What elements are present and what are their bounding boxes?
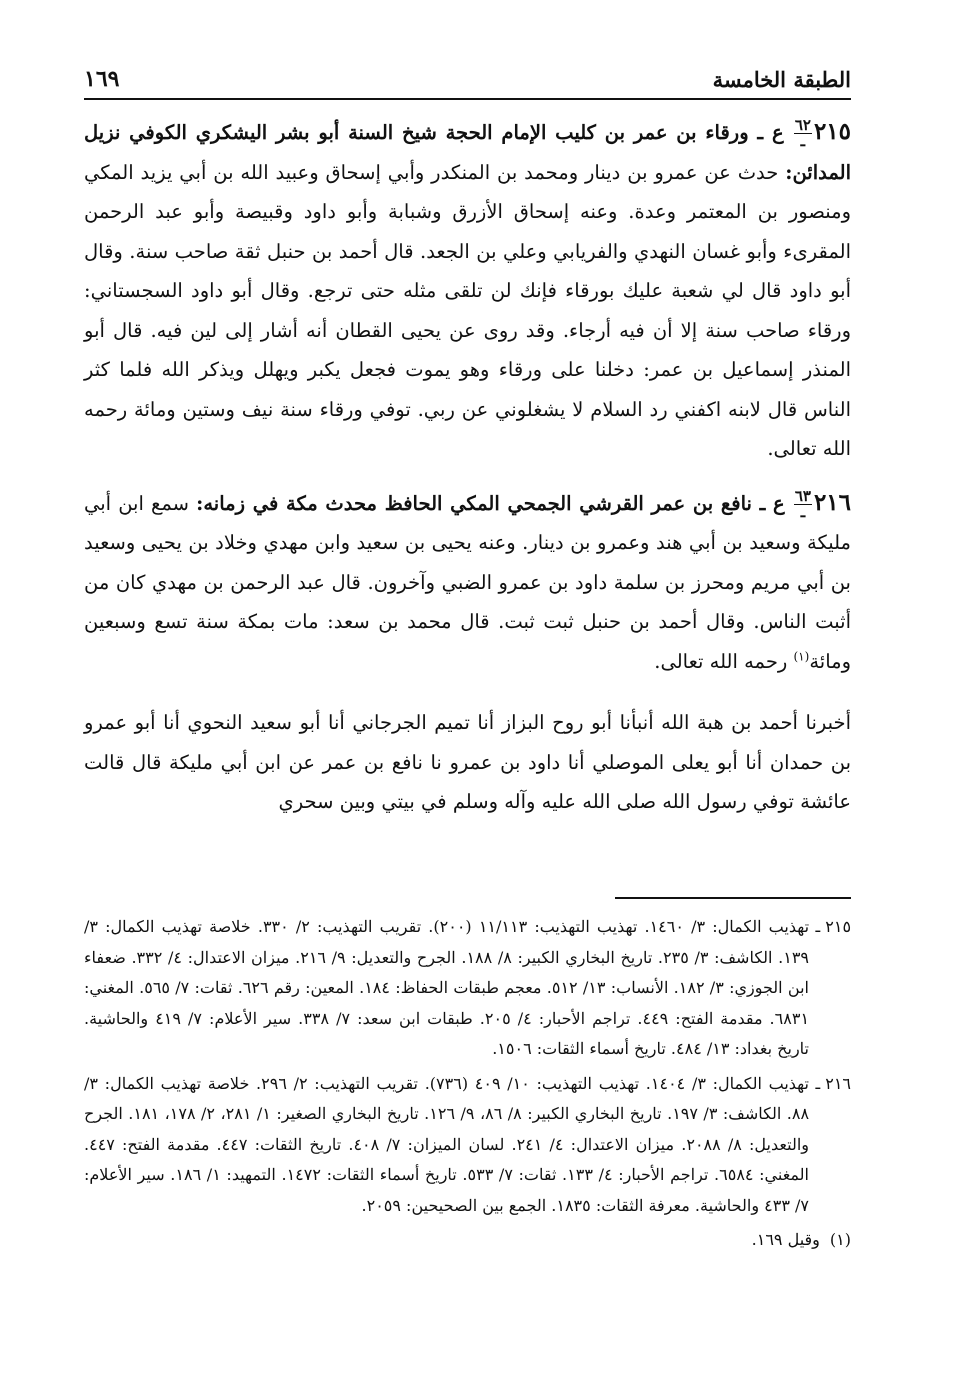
entry-text: سمع ابن أبي مليكة وسعيد بن أبي هند وعمرو بن دينار. وعنه يحيى بن سعيد وابن مهدي وخلاد بن يحيى وسعيد بن أبي مريم ومحرز بن سلمة داود بن عمرو الضبي وآخرون. قال عبد الرحمن بن مهدي كان من أثبت الناس. وقال أحمد بن حنبل ثبت ثبت. قال محمد بن سعد: مات بمكة سنة تسع وسبعين ومائة	[84, 491, 851, 673]
fraction-bottom: ـ	[800, 502, 806, 521]
footnote-reference[interactable]: (١)	[793, 649, 810, 663]
footnote-note-label: (١)	[829, 1230, 851, 1249]
fraction-bottom: ـ	[800, 132, 806, 150]
footnote-label: ٢١٦ ـ	[815, 1073, 852, 1093]
entry-heading: ع ـ ورقاء بن عمر بن كليب الإمام الحجة شيخ السنة أبو بشر اليشكري الكوفي نزيل المدائن:	[84, 121, 852, 184]
page-number: ١٦٩	[84, 66, 120, 92]
source-fraction	[794, 486, 812, 521]
footnote-text: تهذيب الكمال: ٣/ ١٤٦٠. تهذيب التهذيب: ١١/١١٣ (٢٠٠). تقريب التهذيب: ٢/ ٣٣٠. خلاصة تهذيب الكمال: ٣/ ١٣٩. الكاشف: ٣/ ٢٣٥. تاريخ البخاري الكبير: ٨/ ١٨٨. الجرح والتعديل: ٩/ ٢١٦. ميزان الاعتدال: ٤/ ٣٣٢. ضعفاء ابن الجوزي: ٣/ ١٨٢. الأنساب: ١٣/ ٥١٢. معجم طبقات الحفاظ: ١٨٤. المعين: رقم ٦٢٦. ثقات: ٧/ ٥٦٥. المغني: ٦٨٣١. مقدمة الفتح: ٤٤٩. تراجم الأحبار: ٤/ ٢٠٥. طبقات ابن سعد: ٧/ ٣٣٨. سير الأعلام: ٧/ ٤١٩ والحاشية. تاريخ بغداد: ١٣/ ٤٨٤. تاريخ أسماء الثقات: ١٥٠٦.	[84, 917, 810, 1058]
footnote-note-text: وقيل ١٦٩.	[751, 1230, 820, 1249]
fraction-top: ٦٢	[794, 116, 811, 134]
biography-entry	[84, 483, 851, 682]
footnote-divider	[615, 897, 851, 899]
entry-text: حدث عن عمرو بن دينار ومحمد بن المنكدر وأبي إسحاق وعبيد الله بن أبي يزيد المكي ومنصور بن المعتمر وعدة. وعنه إسحاق الأزرق وشبابة وأبو داود وقبيصة وأبو عبد الرحمن المقرىء وأبو غسان النهدي والفريابي وعلي بن الجعد. قال أحمد بن حنبل ثقة صاحب سنة. وقال أبو داود قال لي شعبة عليك بورقاء فإنك لن تلقى مثله حتى ترجع. وقال أبو داود السجستاني: ورقاء صاحب سنة إلا أن فيه أرجاء. وقد روى عن يحيى القطان أنه أشار إلى لين فيه. قال أبو المنذر إسماعيل بن عمر: دخلنا على ورقاء وهو يموت فجعل يكبر ويهلل ويذكر الله فلما كثر الناس قال لابنه اكفني رد السلام لا يشغلوني عن ربي. توفي ورقاء سنة نيف وستين ومائة رحمه الله تعالى.	[84, 160, 851, 460]
main-text	[84, 112, 851, 836]
isnad-paragraph: أخبرنا أحمد بن هبة الله أنبأنا أبو روح البزاز أنا تميم الجرجاني أنا أبو سعيد النحوي أنا أبو عمرو بن حمدان أنا أبو يعلى الموصلي أنا داود بن عمرو نا نافع بن عمر عن ابن أبي مليكة قال قالت عائشة توفي رسول الله صلى الله عليه وآله وسلم في بيتي وبين سحري	[84, 711, 851, 813]
footnote-entry	[84, 912, 851, 1065]
entry-text-end: رحمه الله تعالى.	[654, 649, 794, 673]
biography-entry	[84, 112, 851, 469]
footnotes	[84, 912, 851, 1260]
footnote-label: ٢١٥ ـ	[815, 917, 852, 936]
fraction-top: ٦٣	[794, 486, 811, 505]
entry-number: ٢١٦	[813, 488, 852, 516]
page-header	[84, 52, 851, 100]
footnote-note	[84, 1225, 851, 1256]
running-title: الطبقة الخامسة	[712, 67, 851, 92]
footnote-text: تهذيب الكمال: ٣/ ١٤٠٤. تهذيب التهذيب: ١٠/ ٤٠٩ (٧٣٦). تقريب التهذيب: ٢/ ٢٩٦. خلاصة تهذيب الكمال: ٣/ ٨٨. الكاشف: ٣/ ١٩٧. تاريخ البخاري الكبير: ٨/ ٨٦، ٩/ ١٢٦. تاريخ البخاري الصغير: ١/ ٢٨١، ٢/ ١٧٨، ١٨١. الجرح والتعديل: ٨/ ٢٠٨٨. ميزان الاعتدال: ٤/ ٢٤١. لسان الميزان: ٧/ ٤٠٨. تاريخ الثقات: ٤٤٧. مقدمة الفتح: ٤٤٧. المغني: ٦٥٨٤. تراجم الأحبار: ٤/ ١٣٣. ثقات: ٧/ ٥٣٣. تاريخ أسماء الثقات: ١٤٧٢. التمهيد: ١/ ١٨٦. سير الأعلام: ٧/ ٤٣٣ والحاشية. معرفة الثقات: ١٨٣٥. الجمع بين الصحيحين: ٢٠٥٩.	[84, 1073, 810, 1215]
entry-number: ٢١٥	[813, 118, 851, 145]
footnote-entry	[84, 1069, 851, 1222]
source-fraction	[794, 118, 812, 149]
entry-heading: ع ـ نافع بن عمر القرشي الجمحي المكي الحافظ محدث مكة في زمانه:	[196, 491, 785, 515]
